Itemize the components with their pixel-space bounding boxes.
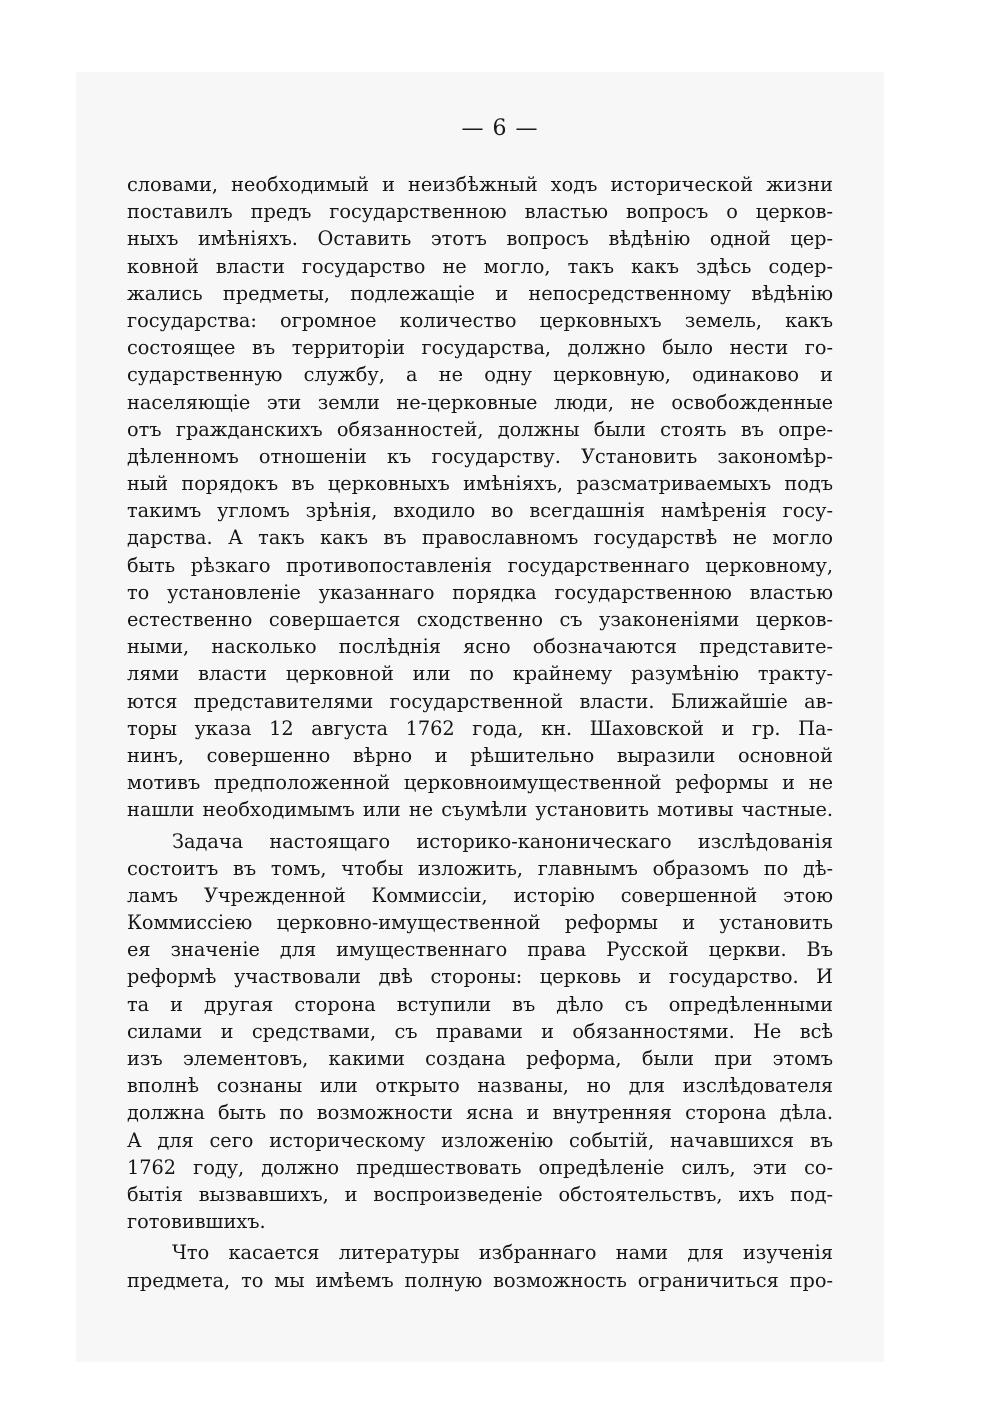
text-line: состоящее въ территоріи государства, должно было нести го- bbox=[127, 336, 833, 360]
text-line: та и другая сторона вступили въ дѣло съ опредѣленными bbox=[127, 992, 833, 1016]
text-line: такимъ угломъ зрѣнія, входило во всегдашнія намѣренія госу- bbox=[127, 499, 833, 523]
text-line: 1762 году, должно предшествовать опредѣленіе силъ, эти со- bbox=[127, 1155, 833, 1179]
text-line: словами, необходимый и неизбѣжный ходъ исторической жизни bbox=[127, 173, 833, 196]
text-line: ламъ Учрежденной Коммиссіи, исторію совершенной этою bbox=[127, 883, 833, 907]
text-line: быть рѣзкаго противопоставленія государственнаго церковному, bbox=[127, 553, 833, 577]
text-line: населяющіе эти земли не-церковные люди, не освобожденные bbox=[127, 390, 833, 414]
page-number: — 6 — bbox=[461, 116, 539, 141]
text-line: готовившихъ. bbox=[127, 1210, 266, 1234]
text-line: Что касается литературы избраннаго нами для изученія bbox=[172, 1241, 833, 1265]
text-line: мотивъ предположенной церковноимущественной реформы и не bbox=[127, 771, 833, 795]
text-line: лями власти церковной или по крайнему разумѣнію тракту- bbox=[127, 662, 833, 686]
text-line: Задача настоящаго историко-каноническаго изслѣдованія bbox=[172, 829, 833, 853]
text-line: состоитъ въ томъ, чтобы изложить, главнымъ образомъ по дѣ- bbox=[127, 856, 833, 880]
text-line: ются представителями государственной власти. Ближайшіе ав- bbox=[127, 689, 833, 713]
text-line: торы указа 12 августа 1762 года, кн. Шаховской и гр. Па- bbox=[127, 716, 833, 740]
paragraph-3 bbox=[127, 1239, 833, 1293]
text-line: Коммиссіею церковно-имущественной реформы и установить bbox=[127, 911, 833, 935]
text-line: вполнѣ сознаны или открыто названы, но для изслѣдователя bbox=[127, 1074, 833, 1098]
text-line: поставилъ предъ государственною властью вопросъ о церков- bbox=[127, 200, 833, 224]
text-line: ея значеніе для имущественнаго права Русской церкви. Въ bbox=[127, 938, 833, 962]
text-line: то установленіе указаннаго порядка государственною властью bbox=[127, 580, 833, 604]
paragraph-1 bbox=[127, 171, 833, 824]
text-line: сударственную службу, а не одну церковную, одинаково и bbox=[127, 363, 833, 387]
text-line: жались предметы, подлежащіе и непосредственному вѣдѣнію bbox=[127, 281, 833, 305]
text-line: должна быть по возможности ясна и внутренняя сторона дѣла. bbox=[127, 1101, 833, 1125]
text-line: ныхъ имѣніяхъ. Оставить этотъ вопросъ вѣдѣнію одной цер- bbox=[127, 227, 833, 251]
text-line: ными, насколько послѣднія ясно обозначаются представите- bbox=[127, 635, 833, 659]
text-line: А для сего историческому изложенію событій, начавшихся въ bbox=[127, 1128, 833, 1152]
text-line: изъ элементовъ, какими создана реформа, были при этомъ bbox=[127, 1047, 833, 1070]
text-line: ный порядокъ въ церковныхъ имѣніяхъ, разсматриваемыхъ подъ bbox=[127, 472, 833, 496]
body-text bbox=[127, 171, 833, 1298]
text-line: естественно совершается сходственно съ узаконеніями церков- bbox=[127, 608, 833, 631]
text-line: бытія вызвавшихъ, и воспроизведеніе обстоятельствъ, ихъ под- bbox=[127, 1182, 833, 1206]
text-line: дѣленномъ отношеніи къ государству. Установить закономѣр- bbox=[127, 444, 833, 468]
text-line: ковной власти государство не могло, такъ какъ здѣсь содер- bbox=[127, 254, 833, 278]
text-line: нинъ, совершенно вѣрно и рѣшительно выразили основной bbox=[127, 743, 833, 767]
text-line: силами и средствами, съ правами и обязанностями. Не всѣ bbox=[127, 1019, 833, 1043]
paragraph-2 bbox=[127, 828, 833, 1236]
text-line: реформѣ участвовали двѣ стороны: церковь и государство. И bbox=[127, 965, 833, 989]
text-line: нашли необходимымъ или не съумѣли установить мотивы частные. bbox=[127, 798, 833, 822]
text-line: предмета, то мы имѣемъ полную возможность ограничиться про- bbox=[127, 1268, 833, 1292]
text-line: государства: огромное количество церковныхъ земель, какъ bbox=[127, 308, 833, 332]
text-line: дарства. А такъ какъ въ православномъ государствѣ не могло bbox=[127, 526, 833, 550]
text-line: отъ гражданскихъ обязанностей, должны были стоять въ опре- bbox=[127, 417, 833, 441]
